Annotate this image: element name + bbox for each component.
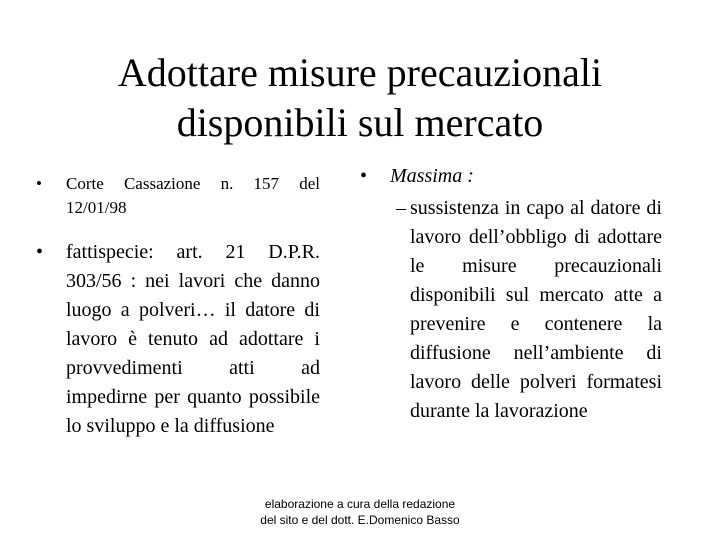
title-line-2: disponibili sul mercato <box>176 100 544 145</box>
sub-list-item-massima <box>360 194 662 426</box>
massima-heading: Massima : <box>390 165 474 187</box>
footer-line-2: del sito e del dott. E.Domenico Basso <box>260 513 460 527</box>
list-item-court-ruling <box>36 172 320 220</box>
massima-text: sussistenza in capo al datore di lavoro dell’obbligo di adottare le misure precauzionali disponibili sul mercato atte a prevenire e contenere la diffusione nell’ambiente di lavoro delle polveri formatesi durante la lavorazione <box>410 197 662 422</box>
footer-line-1: elaborazione a cura della redazione <box>264 497 456 511</box>
court-ruling-text: Corte Cassazione n. 157 del 12/01/98 <box>66 174 320 217</box>
title-line-1: Adottare misure precauzionali <box>117 50 603 95</box>
list-item-fattispecie <box>36 238 320 441</box>
dash-icon: – <box>396 197 406 219</box>
slide-title <box>40 48 680 148</box>
footer-credit <box>200 496 520 528</box>
list-item-massima <box>360 162 662 191</box>
bullet-icon: • <box>36 174 42 193</box>
bullet-icon: • <box>360 165 368 187</box>
fattispecie-text: fattispecie: art. 21 D.P.R. 303/56 : nei lavori che danno luogo a polveri… il datore di lavoro è tenuto ad adottare i provvedimenti atti ad impedirne per quanto possibile lo sviluppo e la diffusione <box>66 241 320 437</box>
bullet-icon: • <box>36 241 44 263</box>
left-column <box>36 172 320 441</box>
right-column <box>360 162 662 426</box>
